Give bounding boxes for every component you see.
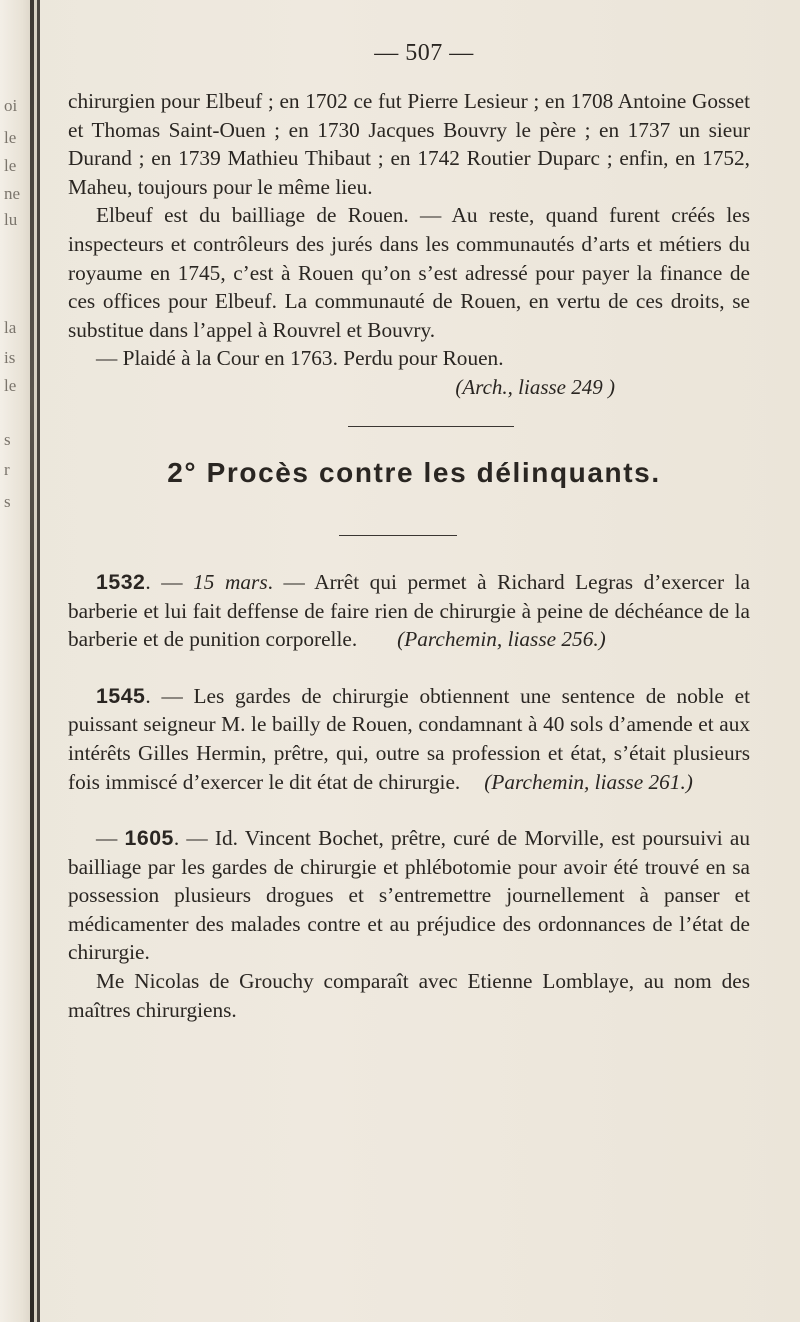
entry-text: 1545. — Les gardes de chirurgie obtiennent une sentence de noble et puissant seigneur M. le bailly de Rouen, condamnant à 40 sols d’amende et aux intérêts Gilles Hermin, prêtre, qui, outre sa profession et état, s’était plusieurs fois immiscé d’exercer le dit état de chirurgie. (Parchemin, liasse 261.) xyxy=(68,683,750,794)
section-divider-top xyxy=(348,426,514,427)
gutter-fragment: lu xyxy=(4,210,18,229)
gutter-fragment: le xyxy=(4,156,17,175)
binding-edge xyxy=(30,0,34,1322)
opening-paragraph: chirurgien pour Elbeuf ; en 1702 ce fut Pierre Lesieur ; en 1708 Antoine Gosset et Thomas Saint-Ouen ; en 1730 Jacques Bouvry le père ; en 1737 un sieur Durand ; en 1739 Mathieu Thibaut ; en 1742 Routier Duparc ; enfin, en 1752, Maheu, toujours pour le même lieu. xyxy=(68,89,750,199)
entry-1605 xyxy=(68,824,750,1024)
entry-body: Les gardes de chirurgie obtiennent une sentence de noble et puissant seigneur M. le bailly de Rouen, condamnant à 40 sols d’amende et aux intérêts Gilles Hermin, prêtre, qui, outre sa profession et état, s’était plusieurs fois immiscé d’exercer le dit état de chirurgie. xyxy=(68,683,750,794)
source-citation: (Arch., liasse 249 ) xyxy=(455,374,615,399)
gutter-fragment: r xyxy=(4,460,10,479)
gutter-fragment: ne xyxy=(4,184,21,203)
section-title: 2° Procès contre les délinquants. xyxy=(167,456,661,488)
paragraph-plaide: — Plaidé à la Cour en 1763. Perdu pour Rouen. xyxy=(96,346,504,371)
gutter-fragment: s xyxy=(4,492,11,511)
binding-gutter xyxy=(0,0,40,1322)
gutter-fragment: le xyxy=(4,376,17,395)
page-number: — 507 — xyxy=(374,40,474,66)
entry-body: Id. Vincent Bochet, prêtre, curé de Morville, est poursuivi au bailliage par les gardes de chirurgie et phlébotomie pour avoir été trouvé en sa possession plusieurs drogues et s’entremettre journellement à panser et médicamenter des malades contre et au préjudice des ordonnances de l’état de chirurgie. xyxy=(68,826,750,965)
entry-text: 1532. — 15 mars. — Arrêt qui permet à Richard Legras d’exercer la barberie et lui fait deffense de faire rien de chirurgie à peine de déchéance de la barberie et de punition corporelle. (Parchemin, liasse 256.) xyxy=(68,569,750,652)
paragraph-elbeuf: Elbeuf est du bailliage de Rouen. — Au reste, quand furent créés les inspecteurs et contrôleurs des jurés dans les communautés d’arts et métiers du royaume en 1745, c’est à Rouen qu’on s’est adressé pour payer la finance de ces offices pour Elbeuf. La communauté de Rouen, en vertu de ces droits, se substitue dans l’appel à Rouvrel et Bouvry. xyxy=(68,203,750,342)
gutter-fragment: is xyxy=(4,348,16,367)
gutter-fragment: le xyxy=(4,128,17,147)
entry-text: — 1605. — Id. Vincent Bochet, prêtre, curé de Morville, est poursuivi au bailliage par les gardes de chirurgie et phlébotomie pour avoir été trouvé en sa possession plusieurs drogues et s’entremettre journellement à panser et médicamenter des malades contre et au préjudice des ordonnances de l’état de chirurgie. xyxy=(68,826,750,965)
entry-year: 1545 xyxy=(96,683,146,708)
entry-body: Arrêt qui permet à Richard Legras d’exercer la barberie et lui fait deffense de faire rien de chirurgie à peine de déchéance de la barberie et de punition corporelle. xyxy=(68,569,750,652)
entry-year: 1532 xyxy=(96,569,146,594)
entry-1532 xyxy=(68,568,750,654)
entry-year: 1605 xyxy=(124,826,174,851)
gutter-fragment: la xyxy=(4,318,17,337)
entry-source: (Parchemin, liasse 261.) xyxy=(484,769,693,794)
section-divider-bottom xyxy=(339,535,457,536)
page-content xyxy=(68,40,750,1024)
entry-prefix: — xyxy=(96,826,118,851)
gutter-fragment: oi xyxy=(4,96,18,115)
entry-source: (Parchemin, liasse 256.) xyxy=(397,627,606,652)
entry-1545 xyxy=(68,682,750,796)
entry-continuation: Me Nicolas de Grouchy comparaît avec Etienne Lomblaye, au nom des maîtres chirurgiens. xyxy=(68,969,750,1022)
gutter-fragment: s xyxy=(4,430,11,449)
entry-date: 15 mars xyxy=(193,569,268,594)
